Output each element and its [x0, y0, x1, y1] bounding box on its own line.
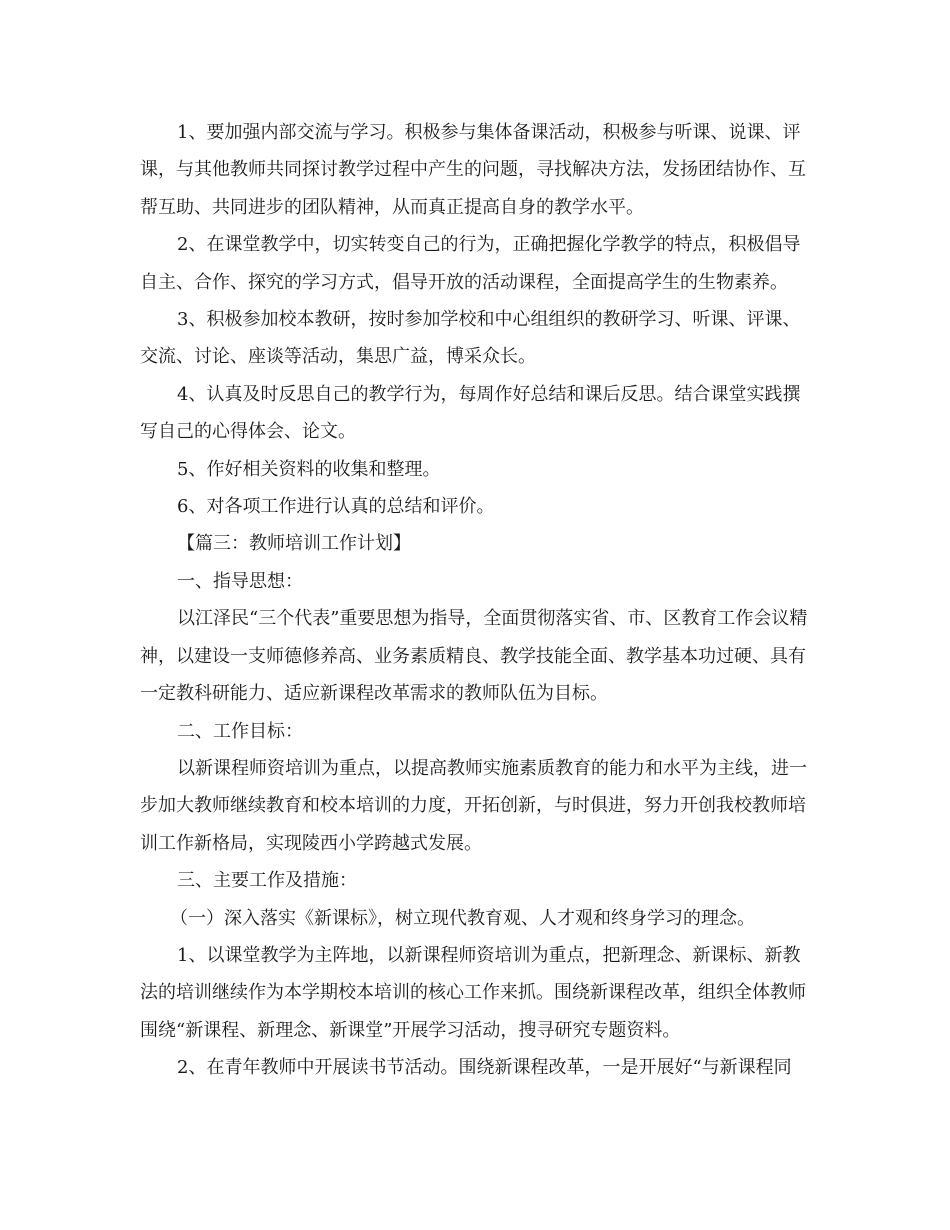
subheading-work-goals: 二、工作目标：	[177, 720, 303, 742]
section-heading: 【篇三：教师培训工作计划】	[177, 533, 411, 555]
paragraph-measure-1: 1、以课堂教学为主阵地，以新课程师资培训为重点，把新理念、新课标、新教法的培训继续作为本学期校本培训的核心工作来抓。围绕新课程改革，组织全体教师围绕“新课程、新理念、新课堂”开展学习活动，搜寻研究专题资料。	[140, 944, 806, 1041]
paragraph-item-1: 1、要加强内部交流与学习。积极参与集体备课活动，积极参与听课、说课、评课，与其他教师共同探讨教学过程中产生的问题，寻找解决方法，发扬团结协作、互帮互助、共同进步的团队精神，从而真正提高自身的教学水平。	[140, 122, 806, 218]
paragraph-item-2: 2、在课堂教学中，切实转变自己的行为，正确把握化学教学的特点，积极倡导自主、合作、探究的学习方式，倡导开放的活动课程，全面提高学生的生物素养。	[140, 234, 801, 293]
paragraph-work-goals: 以新课程师资培训为重点，以提高教师实施素质教育的能力和水平为主线，进一步加大教师继续教育和校本培训的力度，开拓创新，与时俱进，努力开创我校教师培训工作新格局，实现陵西小学跨越式发展。	[140, 757, 807, 854]
paragraph-item-6: 6、对各项工作进行认真的总结和评价。	[177, 496, 495, 518]
subheading-item-one: （一）深入落实《新课标》，树立现代教育观、人才观和终身学习的理念。	[170, 907, 755, 929]
paragraph-measure-2: 2、在青年教师中开展读书节活动。围绕新课程改革，一是开展好“与新课程同	[177, 1057, 792, 1079]
subheading-main-work: 三、主要工作及措施：	[177, 870, 357, 892]
subheading-guiding-ideology: 一、指导思想：	[177, 570, 303, 592]
paragraph-item-4: 4、认真及时反思自己的教学行为，每周作好总结和课后反思。结合课堂实践撰写自己的心得体会、论文。	[140, 383, 801, 443]
paragraph-item-3: 3、积极参加校本教研，按时参加学校和中心组组织的教研学习、听课、评课、交流、讨论、座谈等活动，集思广益，博采众长。	[140, 309, 801, 368]
paragraph-item-5: 5、作好相关资料的收集和整理。	[177, 458, 441, 480]
document-page	[140, 114, 812, 1087]
paragraph-guiding-ideology: 以江泽民“三个代表”重要思想为指导，全面贯彻落实省、市、区教育工作会议精神，以建设一支师德修养高、业务素质精良、教学技能全面、教学基本功过硬、具有一定教科研能力、适应新课程改革需求的教师队伍为目标。	[140, 608, 808, 705]
